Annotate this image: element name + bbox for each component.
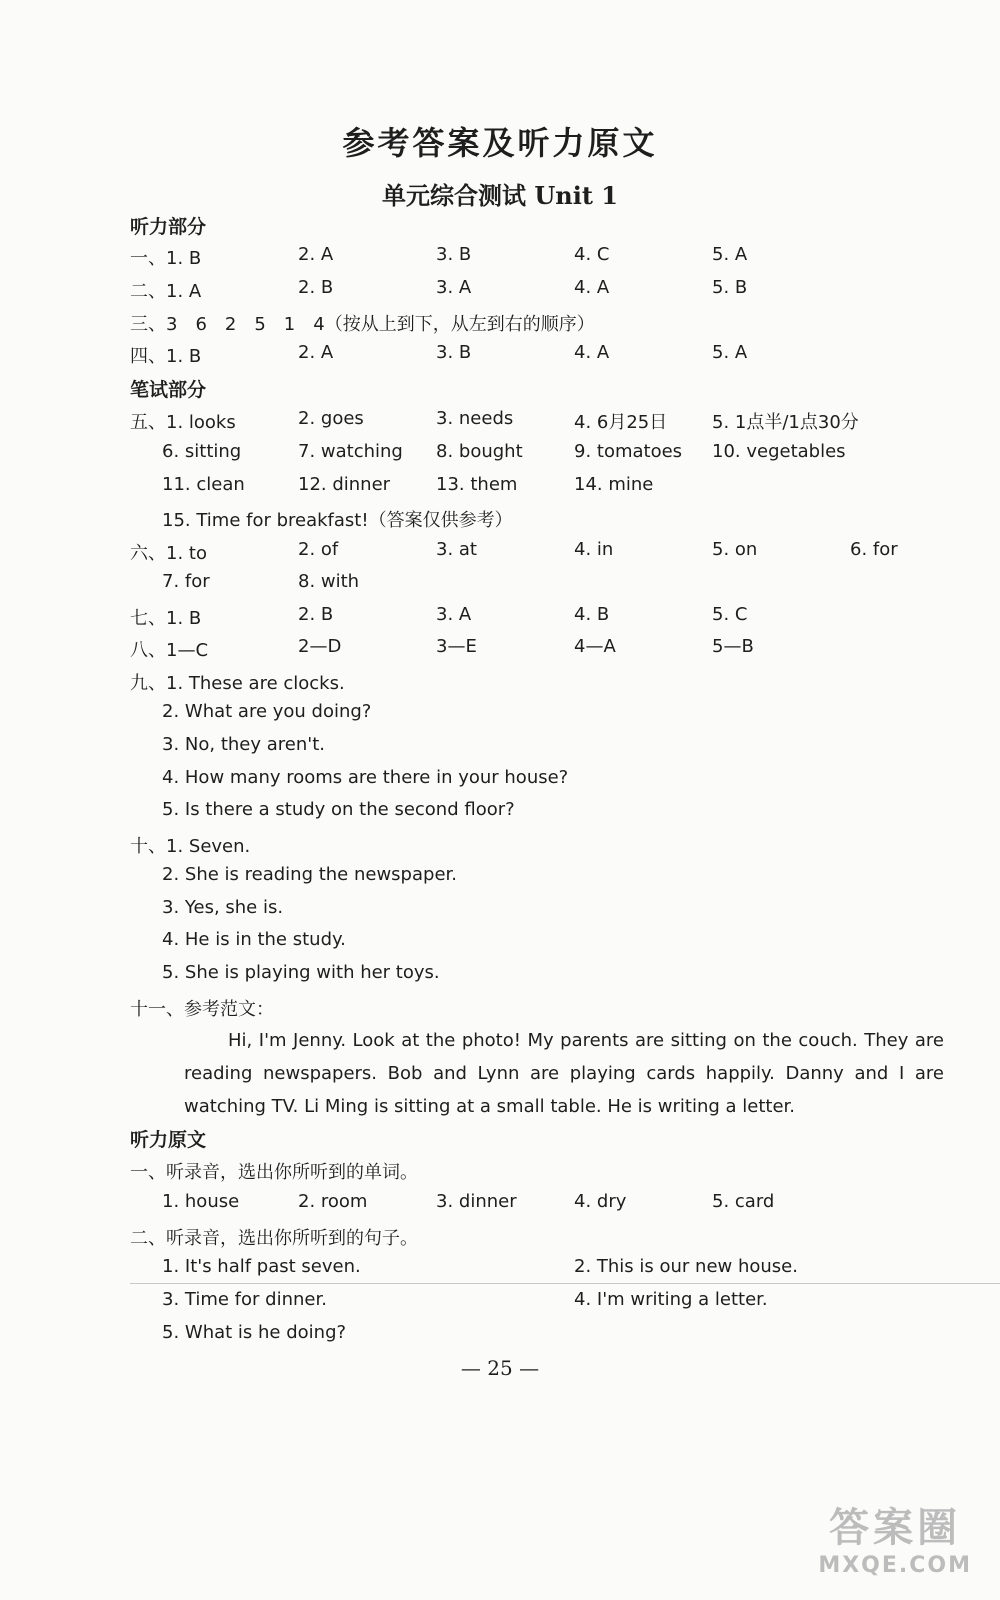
answer-cell: 3. A xyxy=(436,604,472,625)
answer-cell: 5—B xyxy=(712,636,754,657)
answer-cell: 六、1. to xyxy=(130,543,207,564)
answer-row-4 xyxy=(130,342,930,372)
section-transcript: 听力原文 xyxy=(130,1129,207,1151)
answer-row-10-3 xyxy=(130,897,930,927)
answer-row-5d xyxy=(130,506,930,536)
answer-cell: 2. B xyxy=(298,277,334,298)
answer-cell: 2. She is reading the newspaper. xyxy=(162,864,457,885)
section-listening: 听力部分 xyxy=(130,216,207,238)
answer-cell: 2. A xyxy=(298,244,334,265)
answer-row-6a xyxy=(130,539,930,569)
answer-cell: 3—E xyxy=(436,636,477,657)
transcript-part1-title xyxy=(130,1158,930,1188)
transcript-part1-row xyxy=(130,1191,930,1221)
answer-row-9-4 xyxy=(130,767,930,797)
answer-row-10-1 xyxy=(130,832,930,862)
answer-cell: 7. for xyxy=(162,571,210,592)
answer-cell: 8. bought xyxy=(436,441,523,462)
transcript-item: 1. house xyxy=(162,1191,240,1212)
answer-cell: 二、1. A xyxy=(130,281,202,302)
answer-row-11-label xyxy=(130,995,930,1025)
answer-cell: 14. mine xyxy=(574,474,654,495)
answer-cell: 8. with xyxy=(298,571,360,592)
answer-row-5a xyxy=(130,408,930,438)
answer-cell: 5. A xyxy=(712,342,748,363)
answer-cell: 4. He is in the study. xyxy=(162,929,346,950)
divider xyxy=(130,1283,1000,1284)
page-number: — 25 — xyxy=(460,1356,540,1380)
answer-cell: 4. A xyxy=(574,277,610,298)
answer-cell: 七、1. B xyxy=(130,608,202,629)
answer-cell: 5. She is playing with her toys. xyxy=(162,962,440,983)
answer-row-8 xyxy=(130,636,930,666)
answer-cell: 三、3 6 2 5 1 4（按从上到下，从左到右的顺序） xyxy=(130,314,595,335)
answer-cell: 7. watching xyxy=(298,441,403,462)
answer-cell: 4. A xyxy=(574,342,610,363)
answer-cell: 十一、参考范文： xyxy=(130,999,274,1020)
transcript-part2-row2 xyxy=(130,1289,930,1319)
answer-row-10-4 xyxy=(130,929,930,959)
transcript-item: 4. I'm writing a letter. xyxy=(574,1289,768,1310)
answer-cell: 6. sitting xyxy=(162,441,242,462)
answer-cell: 11. clean xyxy=(162,474,245,495)
answer-row-1 xyxy=(130,244,930,274)
transcript-item: 2. room xyxy=(298,1191,368,1212)
answer-cell: 5. C xyxy=(712,604,748,625)
watermark-url: MXQE.COM xyxy=(818,1553,972,1578)
answer-row-10-2 xyxy=(130,864,930,894)
answer-row-10-5 xyxy=(130,962,930,992)
answer-row-2 xyxy=(130,277,930,307)
answer-cell: 4. 6月25日 xyxy=(574,412,668,433)
answer-cell: 3. B xyxy=(436,342,472,363)
answer-cell: 2. goes xyxy=(298,408,364,429)
answer-cell: 2. What are you doing? xyxy=(162,701,372,722)
transcript-item: 5. card xyxy=(712,1191,775,1212)
sample-essay xyxy=(184,1024,944,1123)
answer-cell: 3. A xyxy=(436,277,472,298)
transcript-part2-row3 xyxy=(130,1322,930,1352)
answer-row-7 xyxy=(130,604,930,634)
answer-cell: 3. B xyxy=(436,244,472,265)
answer-cell: 十、1. Seven. xyxy=(130,836,251,857)
answer-cell: 15. Time for breakfast!（答案仅供参考） xyxy=(162,510,513,531)
answer-cell: 3. needs xyxy=(436,408,514,429)
answer-cell: 4. C xyxy=(574,244,610,265)
answer-cell: 2. B xyxy=(298,604,334,625)
answer-row-9-5 xyxy=(130,799,930,829)
watermark-logo xyxy=(818,1496,972,1578)
page-title: 参考答案及听力原文 xyxy=(342,124,658,162)
answer-cell: 四、1. B xyxy=(130,346,202,367)
answer-cell: 3. No, they aren't. xyxy=(162,734,325,755)
transcript-item: 1. It's half past seven. xyxy=(162,1256,361,1277)
answer-cell: 12. dinner xyxy=(298,474,391,495)
answer-row-5c xyxy=(130,474,930,504)
answer-cell: 13. them xyxy=(436,474,518,495)
transcript-part2-row1 xyxy=(130,1256,930,1286)
answer-cell: 4. in xyxy=(574,539,614,560)
transcript-item: 2. This is our new house. xyxy=(574,1256,798,1277)
answer-cell: 3. Yes, she is. xyxy=(162,897,284,918)
answer-cell: 2. of xyxy=(298,539,339,560)
answer-cell: 5. Is there a study on the second floor? xyxy=(162,799,515,820)
section-written: 笔试部分 xyxy=(130,379,207,401)
essay-text: Hi, I'm Jenny. Look at the photo! My parents are sitting on the couch. They are reading newspapers. Bob and Lynn are playing cards happily. Danny and I are watching TV. Li Ming is sitting at a small table. He is writing a letter. xyxy=(184,1030,944,1117)
answer-cell: 5. on xyxy=(712,539,758,560)
answer-row-3 xyxy=(130,310,930,340)
answer-cell: 9. tomatoes xyxy=(574,441,683,462)
watermark-text: 答案圈 xyxy=(829,1505,962,1551)
answer-cell: 一、1. B xyxy=(130,248,202,269)
answer-row-6b xyxy=(130,571,930,601)
answer-cell: 6. for xyxy=(850,539,898,560)
transcript-item: 5. What is he doing? xyxy=(162,1322,347,1343)
transcript-item: 4. dry xyxy=(574,1191,627,1212)
answer-cell: 4. How many rooms are there in your house? xyxy=(162,767,569,788)
answer-cell: 五、1. looks xyxy=(130,412,236,433)
answer-row-9-1 xyxy=(130,669,930,699)
answer-cell: 5. 1点半/1点30分 xyxy=(712,412,859,433)
answer-cell: 5. B xyxy=(712,277,748,298)
answer-cell: 九、1. These are clocks. xyxy=(130,673,345,694)
answer-cell: 2. A xyxy=(298,342,334,363)
answer-cell: 4—A xyxy=(574,636,616,657)
transcript-heading: 一、听录音，选出你所听到的单词。 xyxy=(130,1162,418,1183)
transcript-item: 3. Time for dinner. xyxy=(162,1289,327,1310)
unit-subtitle: 单元综合测试 Unit 1 xyxy=(382,181,618,210)
answer-cell: 4. B xyxy=(574,604,610,625)
answer-cell: 2—D xyxy=(298,636,342,657)
answer-row-9-3 xyxy=(130,734,930,764)
answer-row-9-2 xyxy=(130,701,930,731)
answer-row-5b xyxy=(130,441,930,471)
answer-cell: 5. A xyxy=(712,244,748,265)
answer-cell: 3. at xyxy=(436,539,477,560)
transcript-heading: 二、听录音，选出你所听到的句子。 xyxy=(130,1228,418,1249)
transcript-part2-title xyxy=(130,1224,930,1254)
answer-cell: 10. vegetables xyxy=(712,441,846,462)
transcript-item: 3. dinner xyxy=(436,1191,517,1212)
answer-cell: 八、1—C xyxy=(130,640,209,661)
